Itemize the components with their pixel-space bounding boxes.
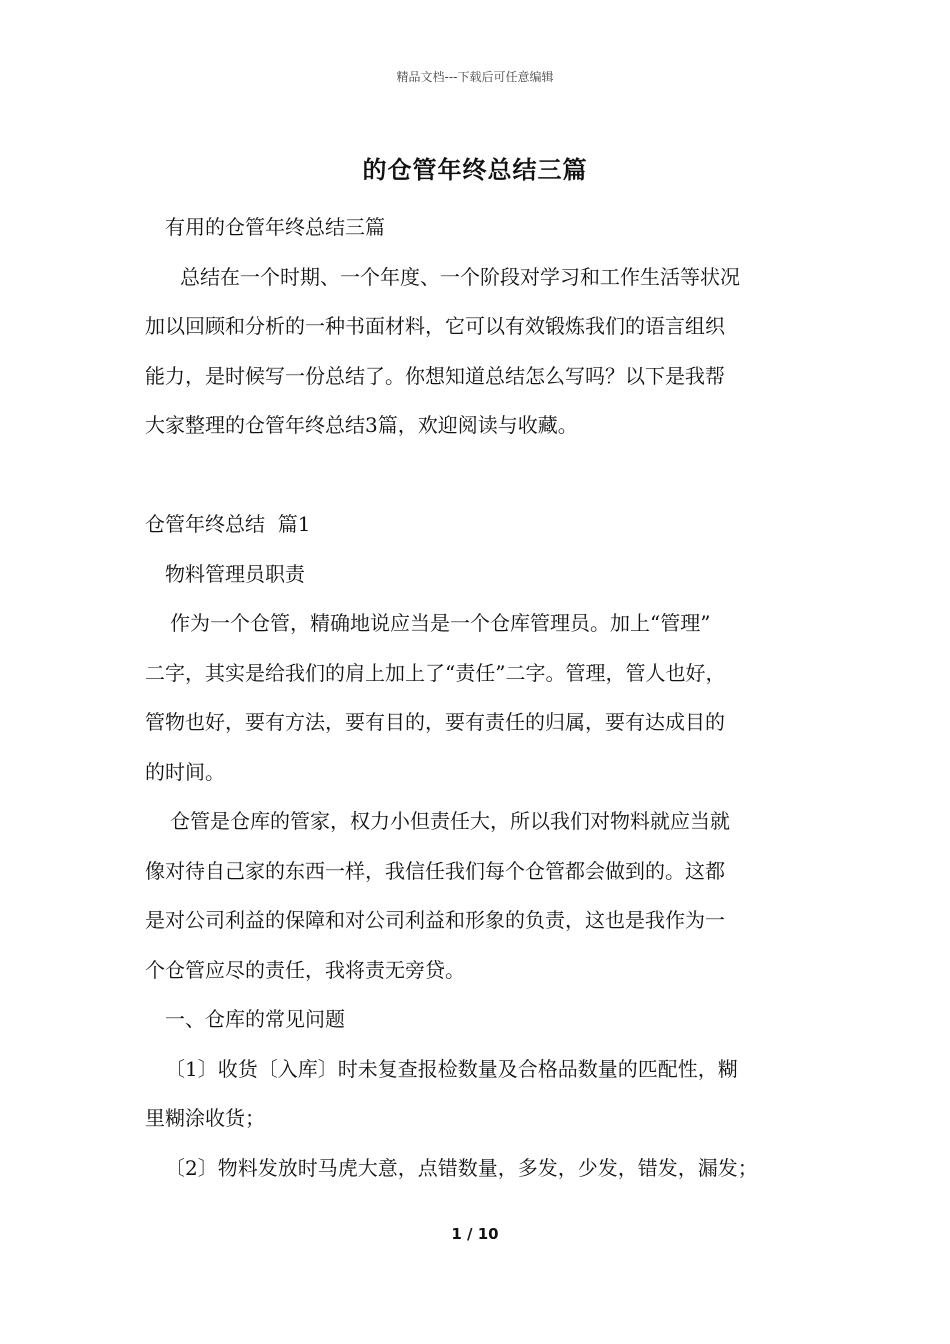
intro-line: 大家整理的仓管年终总结3篇，欢迎阅读与收藏。 (145, 413, 578, 437)
document-title: 的仓管年终总结三篇 (362, 155, 588, 184)
para1-line: 二字，其实是给我们的肩上加上了“责任”二字。管理，管人也好， (145, 660, 726, 685)
document-subtitle: 有用的仓管年终总结三篇 (165, 215, 385, 239)
paragraph-gap (145, 451, 815, 501)
list-item-line: 〔1〕收货〔入库〕时未复查报检数量及合格品数量的匹配性，糊 (165, 1056, 738, 1081)
para2-line: 是对公司利益的保障和对公司利益和形象的负责，这也是我作为一 (145, 908, 725, 932)
list-heading: 一、仓库的常见问题 (165, 1007, 345, 1031)
para1-line: 管物也好，要有方法，要有目的，要有责任的归属，要有达成目的 (145, 710, 725, 734)
document-body (145, 203, 815, 1193)
para1-line: 作为一个仓管，精确地说应当是一个仓库管理员。加上“管理” (170, 611, 711, 635)
section-subheading: 物料管理员职责 (165, 561, 305, 586)
intro-line: 总结在一个时期、一个年度、一个阶段对学习和工作生活等状况 (180, 264, 740, 289)
list-item-line: 里糊涂收货； (145, 1106, 265, 1130)
list-item-line: 〔2〕物料发放时马虎大意，点错数量，多发，少发，错发，漏发； (165, 1155, 758, 1180)
para1-line: 的时间。 (145, 759, 225, 784)
para2-line: 个仓管应尽的责任，我将责无旁贷。 (145, 957, 465, 982)
para2-line: 像对待自己家的东西一样，我信任我们每个仓管都会做到的。这都 (145, 858, 725, 883)
page-number: 1 / 10 (451, 1225, 499, 1243)
page-header: 精品文档---下载后可任意编辑 (396, 70, 554, 84)
section-heading: 仓管年终总结 篇1 (145, 512, 311, 536)
intro-line: 加以回顾和分析的一种书面材料，它可以有效锻炼我们的语言组织 (145, 314, 725, 338)
intro-line: 能力，是时候写一份总结了。你想知道总结怎么写吗？以下是我帮 (145, 363, 725, 388)
para2-line: 仓管是仓库的管家，权力小但责任大，所以我们对物料就应当就 (170, 809, 730, 833)
